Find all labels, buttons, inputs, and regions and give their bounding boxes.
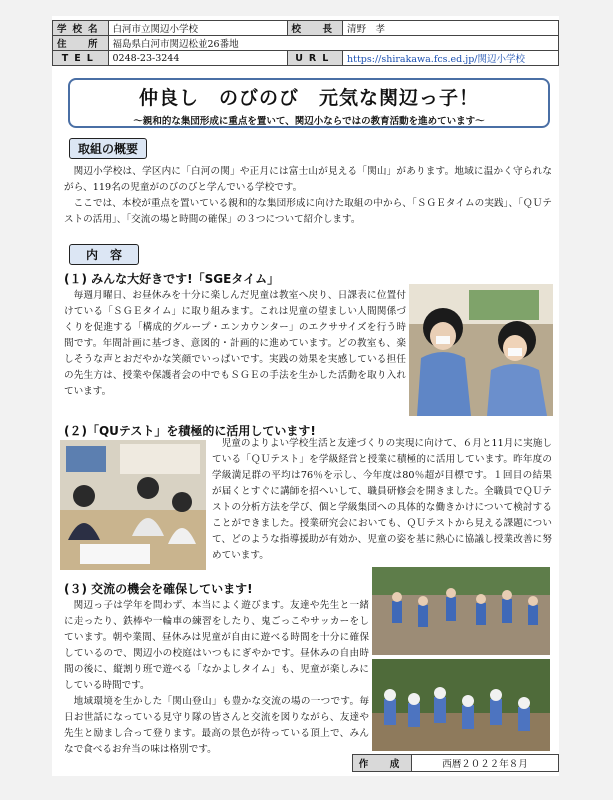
mountain-hike-photo	[372, 659, 550, 751]
overview-paragraph-1: 関辺小学校は、学区内に「白河の関」や正月には富士山が見える「関山」があります。地域に温かく守られながら、119名の児童がのびのびと学んでいる学校です。	[64, 166, 552, 193]
title-banner	[68, 78, 550, 128]
principal-label: 校 長	[287, 21, 343, 36]
section-1-paragraph: 毎週月曜日、お昼休みを十分に楽しんだ児童は教室へ戻り、日課表に位置付けている「ＳＧＥタイム」に取り組みます。これは児童の望ましい人間関係づくりを促進する「構成的グループ・エンカウンター」のエクササイズを行う時間です。年間計画に基づき、意図的・計画的に進めています。どの教室も、楽しそうな声とおだやかな笑顔でいっぱいです。実践の効果を実感している担任の先生方は、授業や保護者会の中でもＳＧＥの手法を生かした活動を取り入れています。	[64, 290, 406, 397]
document-page	[52, 16, 559, 776]
section-1-text	[64, 288, 406, 400]
school-url-link[interactable]: https://shirakawa.fcs.ed.jp/関辺小学校	[343, 51, 559, 66]
address-label: 住 所	[53, 36, 109, 51]
address-value: 福島県白河市関辺松並26番地	[108, 36, 558, 51]
overview-text	[64, 164, 552, 228]
school-name: 白河市立関辺小学校	[108, 21, 287, 36]
overview-heading: 取組の概要	[69, 138, 147, 159]
main-subtitle: ～親和的な集団形成に重点を置いて、関辺小ならではの教育活動を進めています～	[133, 116, 485, 127]
section-2-text	[212, 436, 552, 564]
school-label: 学校名	[53, 21, 109, 36]
section-3-paragraph-2: 地域環境を生かした「関山登山」も豊かな交流の場の一つです。毎日お世話になっている見守り隊の皆さんと交流を図りながら、友達や先生と励まし合って登ります。最高の景色が待っている頂上で、みんなで食べるお弁当の味は格別です。	[64, 696, 369, 755]
footer-date: 西暦２０２２年８月	[412, 755, 559, 772]
sge-photo-graphic	[409, 284, 553, 416]
content-heading: 内 容	[69, 244, 139, 265]
schoolyard-play-photo	[372, 567, 550, 655]
url-label: URL	[287, 51, 343, 66]
tel-label: TEL	[53, 51, 109, 66]
schoolyard-photo-graphic	[372, 567, 550, 655]
section-3-text	[64, 598, 369, 758]
section-2-paragraph: 児童のよりよい学校生活と友達づくりの実現に向けて、６月と11月に実施している「ＱＵテスト」を学級経営と授業に積極的に活用しています。昨年度の学級満足群の平均は76％を示し、今年度は80％超が目標です。１回目の結果が届くとすぐに講師を招へいして、職員研修会を開きました。全職員でＱＵテストの分析方法を学び、個と学級集団への具体的な働きかけについて検討することができました。授業研究会においても、ＱＵテストから見える課題について、どのような指導援助が有効か、児童の姿を基に熱心に協議し授業改善に努めています。	[212, 438, 552, 561]
section-2-title: (２)「QUテスト」を積極的に活用しています!	[64, 424, 316, 438]
info-table	[52, 20, 559, 66]
hike-photo-graphic	[372, 659, 550, 751]
footer-label: 作 成	[353, 755, 412, 772]
overview-paragraph-2: ここでは、本校が重点を置いている親和的な集団形成に向けた取組の中から、「ＳＧＥタイムの実践」、「ＱＵテストの活用」、「交流の場と時間の確保」の３つについて紹介します。	[64, 198, 552, 225]
main-title: 仲良し のびのび 元気な関辺っ子！	[138, 87, 479, 109]
principal-name: 清野 孝	[343, 21, 559, 36]
footer-table	[352, 754, 559, 772]
section-3-paragraph-1: 関辺っ子は学年を問わず、本当によく遊びます。友達や先生と一緒に走ったり、鉄棒や一輪車の練習をしたり、鬼ごっこやサッカーをしています。朝や業間、昼休みは児童が自由に遊べる時間を十分に確保しているので、関辺小の校庭はいつもにぎやかです。昼休みの自由時間の後に、縦割り班で遊べる「なかよしタイム」も、児童が楽しみにしている時間です。	[64, 600, 369, 691]
sge-classroom-photo	[409, 284, 553, 416]
qu-meeting-photo	[60, 440, 206, 570]
section-1-title: (１) みんな大好きです!「SGEタイム」	[64, 272, 280, 286]
qu-photo-graphic	[60, 440, 206, 570]
section-3-title: (３) 交流の機会を確保しています!	[64, 582, 253, 596]
tel-value: 0248-23-3244	[108, 51, 287, 66]
